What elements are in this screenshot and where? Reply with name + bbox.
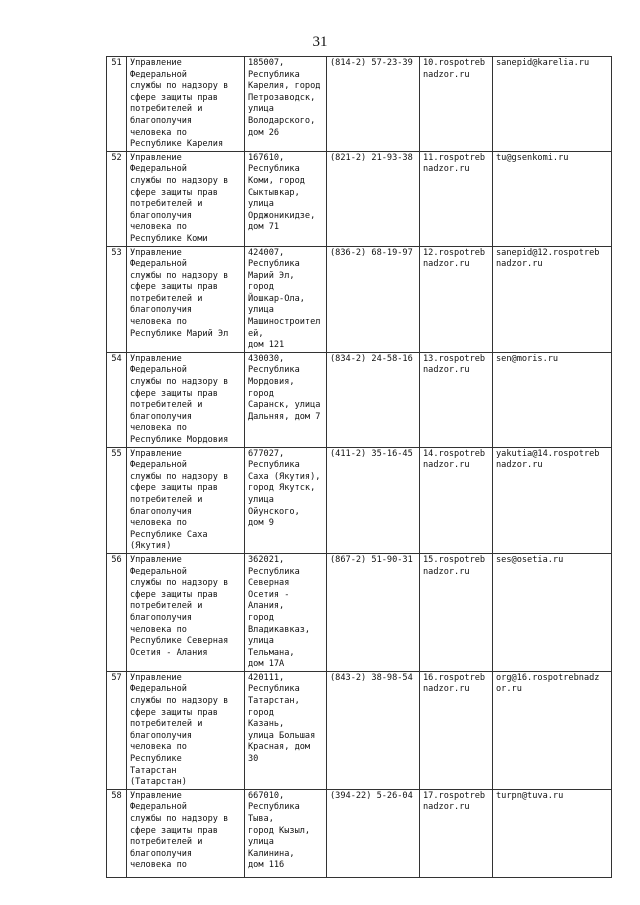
agency-phone: (843-2) 38-98-54 bbox=[327, 671, 420, 789]
row-number: 56 bbox=[107, 553, 127, 671]
row-number: 55 bbox=[107, 447, 127, 553]
agencies-table bbox=[106, 56, 612, 878]
agency-address: 430030, Республика Мордовия, город Саранск, улица Дальняя, дом 7 bbox=[245, 352, 327, 447]
row-number: 57 bbox=[107, 671, 127, 789]
agency-name: Управление Федеральной службы по надзору в сфере защиты прав потребителей и благополучия человека по Республике Карелия bbox=[127, 57, 245, 152]
agency-email: yakutia@14.rospotreb nadzor.ru bbox=[493, 447, 612, 553]
agency-website: 11.rospotreb nadzor.ru bbox=[420, 151, 493, 246]
agency-name: Управление Федеральной службы по надзору в сфере защиты прав потребителей и благополучия человека по Республике Саха (Якутия) bbox=[127, 447, 245, 553]
agency-address: 424007, Республика Марий Эл, город Йошкар-Ола, улица Машиностроител ей, дом 121 bbox=[245, 246, 327, 352]
agency-website: 12.rospotreb nadzor.ru bbox=[420, 246, 493, 352]
agency-name: Управление Федеральной службы по надзору в сфере защиты прав потребителей и благополучия человека по Республике Коми bbox=[127, 151, 245, 246]
row-number: 54 bbox=[107, 352, 127, 447]
agency-name: Управление Федеральной службы по надзору в сфере защиты прав потребителей и благополучия человека по bbox=[127, 789, 245, 877]
agency-name: Управление Федеральной службы по надзору в сфере защиты прав потребителей и благополучия человека по Республике Северная Осетия - Алания bbox=[127, 553, 245, 671]
table-row bbox=[107, 151, 612, 246]
agency-phone: (821-2) 21-93-38 bbox=[327, 151, 420, 246]
agency-website: 13.rospotreb nadzor.ru bbox=[420, 352, 493, 447]
agency-website: 16.rospotreb nadzor.ru bbox=[420, 671, 493, 789]
row-number: 53 bbox=[107, 246, 127, 352]
agency-phone: (836-2) 68-19-97 bbox=[327, 246, 420, 352]
agency-address: 677027, Республика Саха (Якутия), город Якутск, улица Ойунского, дом 9 bbox=[245, 447, 327, 553]
agency-phone: (394-22) 5-26-04 bbox=[327, 789, 420, 877]
agency-email: ses@osetia.ru bbox=[493, 553, 612, 671]
table-row bbox=[107, 246, 612, 352]
agency-website: 15.rospotreb nadzor.ru bbox=[420, 553, 493, 671]
agency-website: 14.rospotreb nadzor.ru bbox=[420, 447, 493, 553]
agency-website: 17.rospotreb nadzor.ru bbox=[420, 789, 493, 877]
agency-phone: (814-2) 57-23-39 bbox=[327, 57, 420, 152]
agency-email: tu@gsenkomi.ru bbox=[493, 151, 612, 246]
row-number: 52 bbox=[107, 151, 127, 246]
table-row bbox=[107, 553, 612, 671]
agency-email: sanepid@karelia.ru bbox=[493, 57, 612, 152]
agency-name: Управление Федеральной службы по надзору в сфере защиты прав потребителей и благополучия человека по Республике Марий Эл bbox=[127, 246, 245, 352]
agency-address: 667010, Республика Тыва, город Кызыл, улица Калинина, дом 116 bbox=[245, 789, 327, 877]
agency-phone: (411-2) 35-16-45 bbox=[327, 447, 420, 553]
agency-phone: (867-2) 51-90-31 bbox=[327, 553, 420, 671]
table-row bbox=[107, 447, 612, 553]
agency-address: 420111, Республика Татарстан, город Казань, улица Большая Красная, дом 30 bbox=[245, 671, 327, 789]
agency-address: 167610, Республика Коми, город Сыктывкар, улица Орджоникидзе, дом 71 bbox=[245, 151, 327, 246]
agency-name: Управление Федеральной службы по надзору в сфере защиты прав потребителей и благополучия человека по Республике Мордовия bbox=[127, 352, 245, 447]
table-row bbox=[107, 789, 612, 877]
table-row bbox=[107, 352, 612, 447]
page-number: 31 bbox=[312, 34, 328, 50]
row-number: 51 bbox=[107, 57, 127, 152]
agency-email: org@16.rospotrebnadz or.ru bbox=[493, 671, 612, 789]
agency-email: turpn@tuva.ru bbox=[493, 789, 612, 877]
table-row bbox=[107, 671, 612, 789]
agency-address: 362021, Республика Северная Осетия - Алания, город Владикавказ, улица Тельмана, дом 17А bbox=[245, 553, 327, 671]
agency-name: Управление Федеральной службы по надзору в сфере защиты прав потребителей и благополучия человека по Республике Татарстан (Татарстан) bbox=[127, 671, 245, 789]
row-number: 58 bbox=[107, 789, 127, 877]
agency-website: 10.rospotreb nadzor.ru bbox=[420, 57, 493, 152]
agency-address: 185007, Республика Карелия, город Петрозаводск, улица Володарского, дом 26 bbox=[245, 57, 327, 152]
agency-email: sanepid@12.rospotreb nadzor.ru bbox=[493, 246, 612, 352]
table-row bbox=[107, 57, 612, 152]
agency-email: sen@moris.ru bbox=[493, 352, 612, 447]
agency-phone: (834-2) 24-58-16 bbox=[327, 352, 420, 447]
